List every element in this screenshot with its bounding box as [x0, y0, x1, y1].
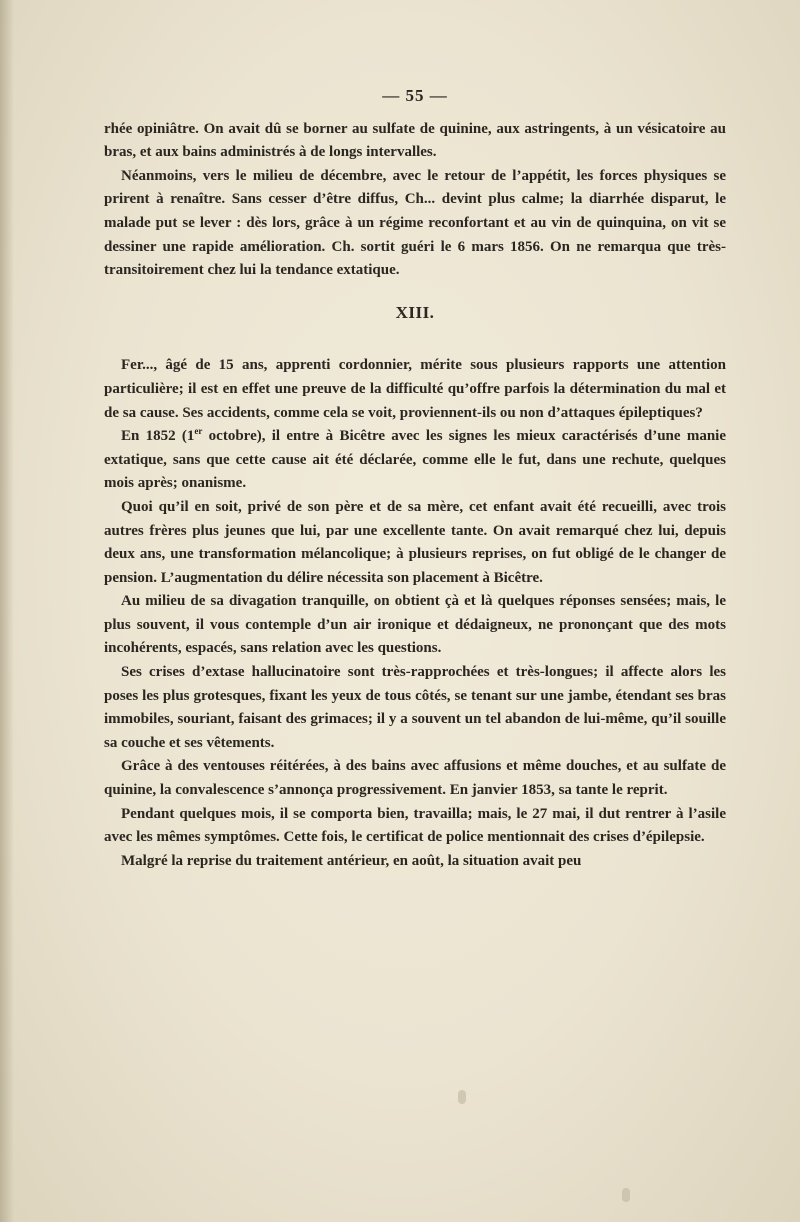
- paper-stain: [622, 1188, 630, 1202]
- paragraph: Au milieu de sa divagation tranquille, on obtient çà et là quelques réponses sensées; mais, le plus souvent, il vous contemple d’un air ironique et dédaigneux, ne prononçant que des mots incohérents, espacés, sans relation avec les questions.: [104, 593, 726, 657]
- paragraph: Fer..., âgé de 15 ans, apprenti cordonnier, mérite sous plusieurs rapports une attention particulière; il est en effet une preuve de la difficulté qu’offre parfois la détermination du mal et de sa cause. Ses accidents, comme cela se voit, proviennent-ils ou non d’attaques épileptiques?: [104, 357, 726, 421]
- paragraph: Quoi qu’il en soit, privé de son père et de sa mère, cet enfant avait été recueilli, avec trois autres frères plus jeunes que lui, par une excellente tante. On avait remarqué chez lui, depuis deux ans, une transformation mélancolique; à plusieurs reprises, on fut obligé de le changer de pension. L’augmentation du délire nécessita son placement à Bicêtre.: [104, 498, 726, 586]
- page-gutter-shadow: [0, 0, 14, 1222]
- paper-stain: [458, 1090, 466, 1104]
- dated-suffix: octobre), il entre à Bicêtre avec les signes les mieux caractérisés d’une manie extatique, sans que cette cause ait été déclarée, comme elle le fut, dans une rechute, quelques mois après; onanisme.: [104, 428, 726, 492]
- paragraph-dated: [104, 425, 726, 496]
- paragraph: Néanmoins, vers le milieu de décembre, avec le retour de l’appétit, les forces physiques se prirent à renaître. Sans cesser d’être diffus, Ch... devint plus calme; la diarrhée disparut, le malade put se lever : dès lors, grâce à un régime reconfortant et au vin de quinquina, on vit se dessiner une rapide amélioration. Ch. sortit guéri le 6 mars 1856. On ne remarqua que très-transitoirement chez lui la tendance extatique.: [104, 167, 726, 279]
- text-column: [104, 84, 726, 873]
- paragraph: Malgré la reprise du traitement antérieur, en août, la situation avait peu: [121, 852, 582, 869]
- paragraph: Ses crises d’extase hallucinatoire sont très-rapprochées et très-longues; il affecte alors les poses les plus grotesques, fixant les yeux de tous côtés, se tenant sur une jambe, étendant ses bras immobiles, souriant, faisant des grimaces; il y a souvent un tel abandon de lui-même, qu’il souille sa couche et ses vêtements.: [104, 664, 726, 751]
- paragraph: Pendant quelques mois, il se comporta bien, travailla; mais, le 27 mai, il dut rentrer à l’asile avec les mêmes symptômes. Cette fois, le certificat de police mentionnait des crises d’épilepsie.: [104, 805, 726, 846]
- dated-prefix: En 1852 (1: [121, 428, 195, 445]
- section-title: XIII.: [395, 302, 435, 322]
- paragraph: Grâce à des ventouses réitérées, à des bains avec affusions et même douches, et au sulfate de quinine, la convalescence s’annonça progressivement. En janvier 1853, sa tante le reprit.: [104, 758, 726, 799]
- ordinal-superscript: er: [194, 426, 203, 437]
- page-number: — 55 —: [382, 86, 448, 105]
- paragraph: rhée opiniâtre. On avait dû se borner au sulfate de quinine, aux astringents, à un vésicatoire au bras, et aux bains administrés à de longs intervalles.: [104, 120, 726, 161]
